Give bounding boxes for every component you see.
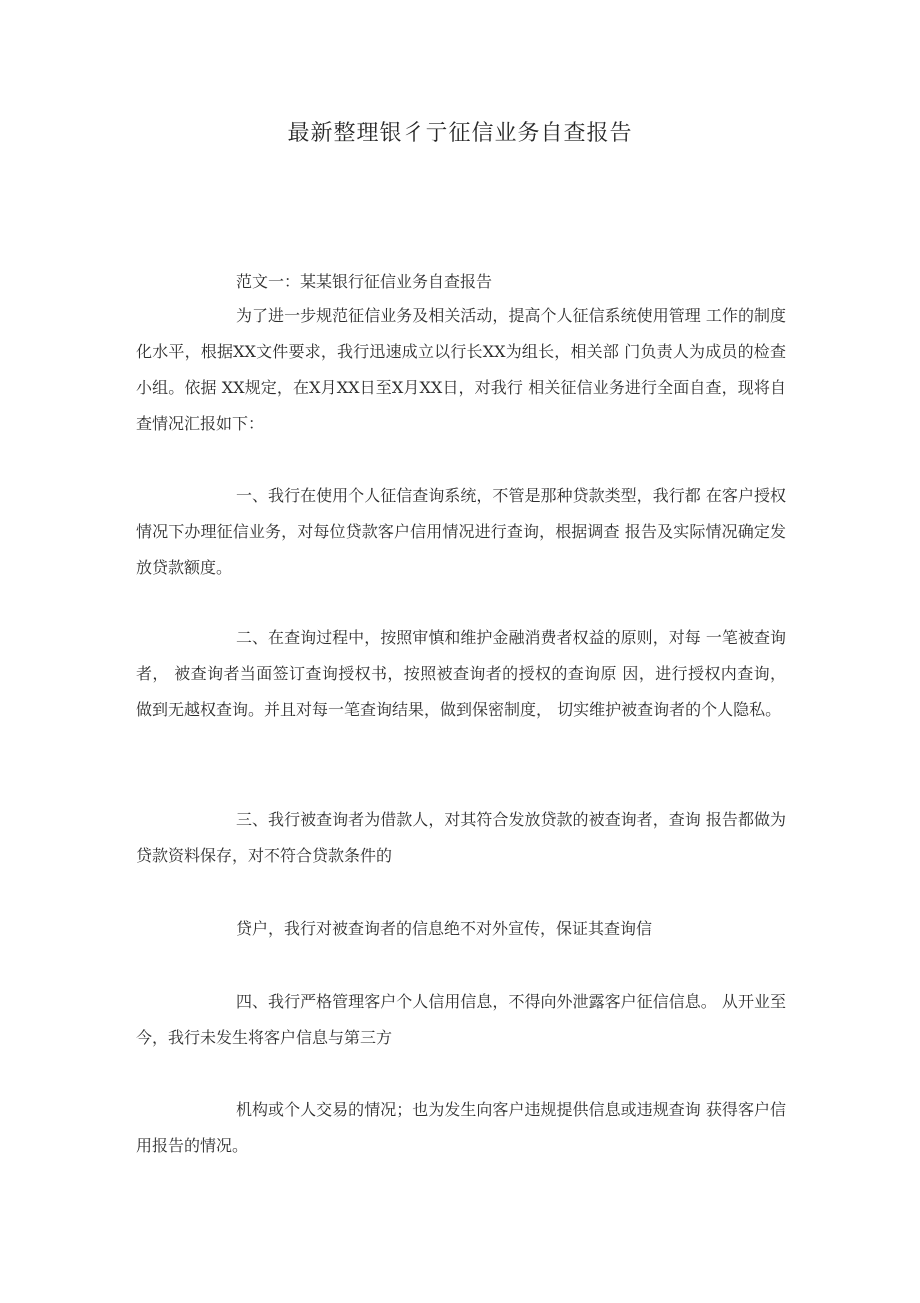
document-title: 最新整理银彳亍征信业务自查报告 [287,121,633,146]
document-subtitle: 范文一：某某银行征信业务自查报告 [236,272,493,291]
paragraph-item-3-continued: 贷户，我行对被查询者的信息绝不对外宣传，保证其查询信 [236,919,653,938]
paragraph-item-3: 三、我行被查询者为借款人，对其符合发放贷款的被查询者，查询 报告都做为贷款资料保存，对不符合贷款条件的 [136,810,786,865]
paragraph-item-4: 四、我行严格管理客户个人信用信息，不得向外泄露客户征信信息。 从开业至今，我行未发生将客户信息与第三方 [136,992,786,1047]
paragraph-intro: 为了进一步规范征信业务及相关活动，提高个人征信系统使用管理 工作的制度化水平，根据XX文件要求，我行迅速成立以行长XX为组长，相关部 门负责人为成员的检查小组。依据 XX规定，在X月XX日至X月XX日，对我行 相关征信业务进行全面自查，现将自查情况汇报如下： [136,306,786,433]
paragraph-item-1: 一、我行在使用个人征信查询系统，不管是那种贷款类型，我行都 在客户授权情况下办理征信业务，对每位贷款客户信用情况进行查询，根据调查 报告及实际情况确定发放贷款额度。 [136,486,786,577]
paragraph-item-4-continued: 机构或个人交易的情况；也为发生向客户违规提供信息或违规查询 获得客户信用报告的情况。 [136,1100,786,1155]
paragraph-item-2: 二、在查询过程中，按照审慎和维护金融消费者权益的原则，对每 一笔被查询者， 被查询者当面签订查询授权书，按照被查询者的授权的查询原 因，进行授权内查询，做到无越权查询。并且对每一笔查询结果，做到保密制度， 切实维护被查询者的个人隐私。 [136,628,786,719]
